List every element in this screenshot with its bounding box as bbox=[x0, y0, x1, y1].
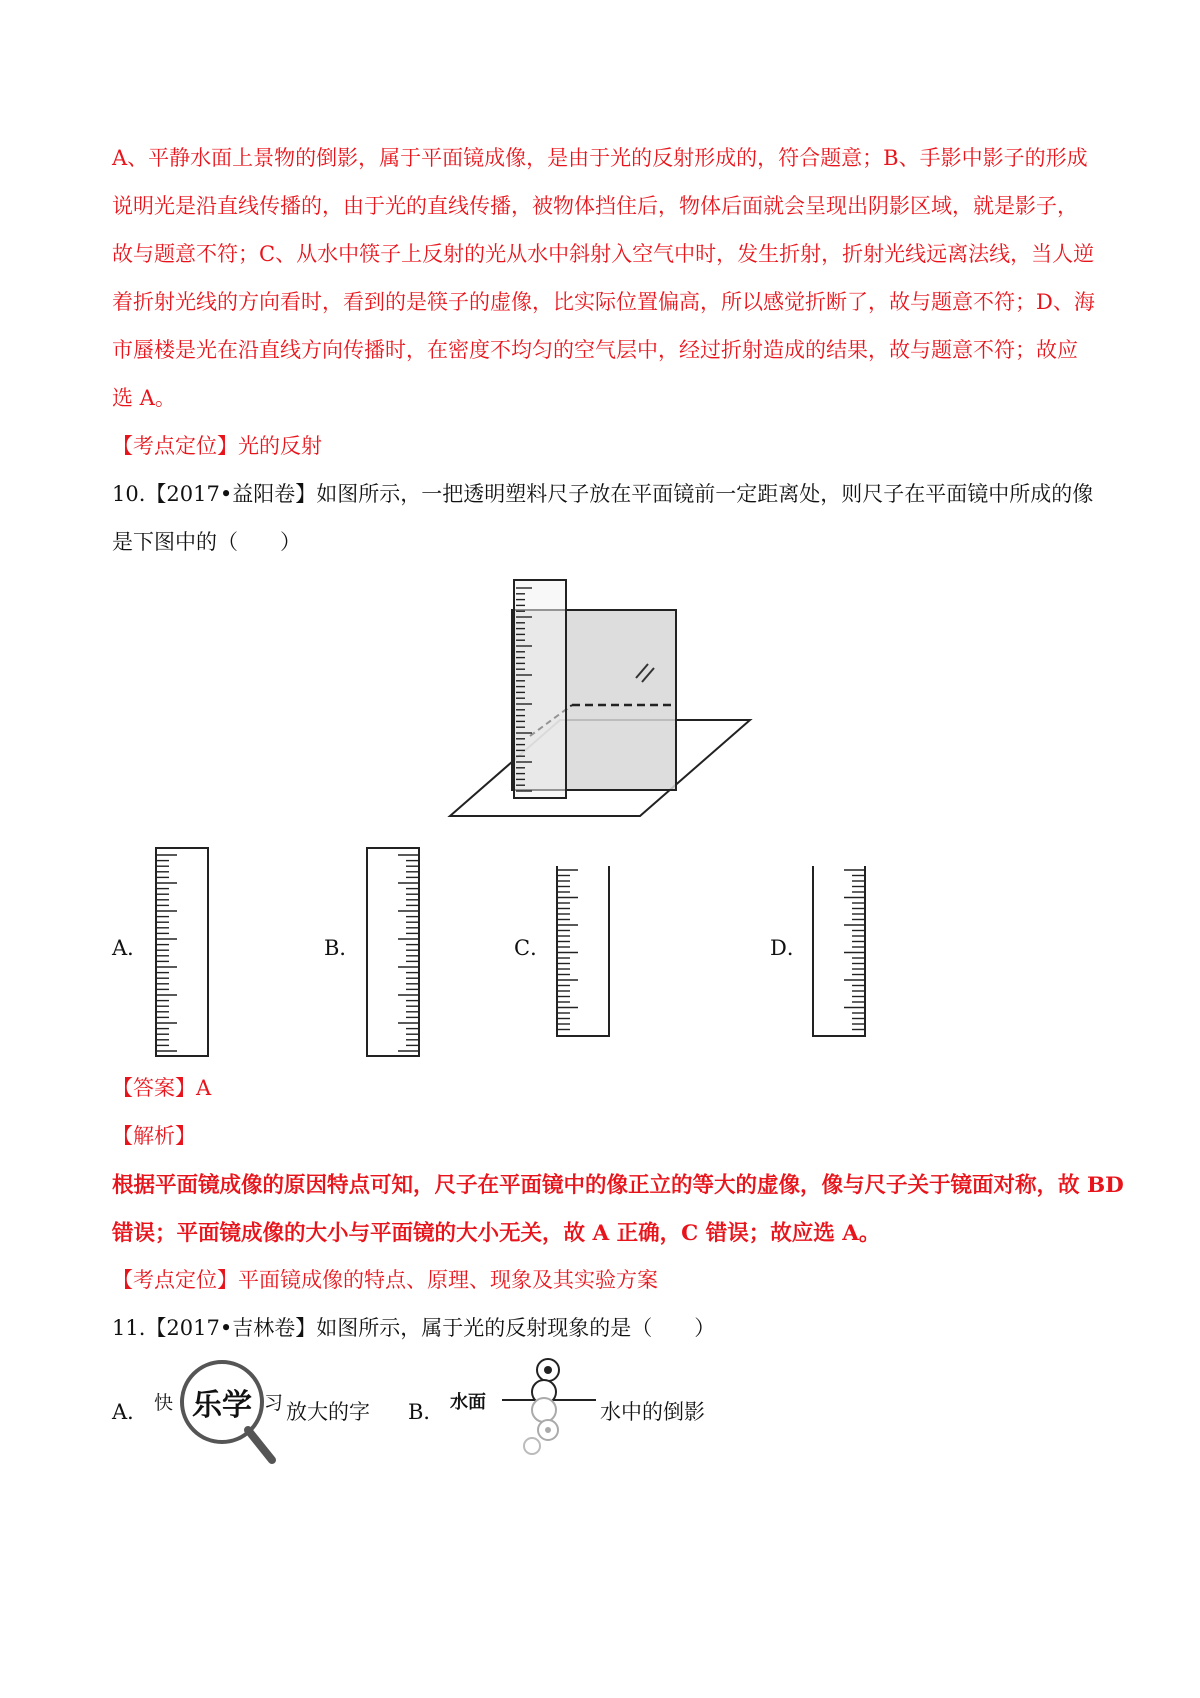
q10-option-c-label[interactable]: C． bbox=[514, 936, 552, 960]
q11-char-kuai: 快 bbox=[154, 1392, 174, 1414]
q9-analysis-line-3: 故与题意不符；C、从水中筷子上反射的光从水中斜射入空气中时，发生折射，折射光线远离法线，当人逆 bbox=[112, 242, 1095, 266]
q10-analysis-label: 【解析】 bbox=[112, 1124, 196, 1148]
q10-option-d-label[interactable]: D． bbox=[770, 936, 808, 960]
q9-point-value: 光的反射 bbox=[238, 434, 322, 458]
q10-stem-line-1: 10.【2017•益阳卷】如图所示，一把透明塑料尺子放在平面镜前一定距离处，则尺子在平面镜中所成的像 bbox=[112, 482, 1094, 506]
q10-analysis-line-2: 错误；平面镜成像的大小与平面镜的大小无关，故 A 正确，C 错误；故应选 A。 bbox=[112, 1221, 881, 1246]
q11-option-a-figure[interactable] bbox=[150, 1360, 284, 1470]
q11-option-a-caption: 放大的字 bbox=[286, 1400, 370, 1424]
q11-option-b-caption: 水中的倒影 bbox=[600, 1400, 705, 1424]
q9-analysis-line-4: 着折射光线的方向看时，看到的是筷子的虚像，比实际位置偏高，所以感觉折断了，故与题意不符；D、海 bbox=[112, 290, 1095, 314]
q10-option-b-label[interactable]: B． bbox=[324, 936, 361, 960]
q10-mirror-figure bbox=[440, 580, 760, 820]
q9-analysis-line-1: A、平静水面上景物的倒影，属于平面镜成像，是由于光的反射形成的，符合题意；B、手影中影子的形成 bbox=[112, 146, 1088, 170]
q11-char-lexue: 乐学 bbox=[192, 1388, 252, 1423]
q10-point-value: 平面镜成像的特点、原理、现象及其实验方案 bbox=[238, 1268, 658, 1292]
q9-analysis-line-2: 说明光是沿直线传播的，由于光的直线传播，被物体挡住后，物体后面就会呈现出阴影区域，就是影子， bbox=[112, 194, 1078, 218]
q10-point-row bbox=[112, 1264, 658, 1294]
q10-option-c-ruler[interactable] bbox=[556, 866, 612, 1038]
q11-water-label: 水面 bbox=[450, 1392, 486, 1413]
q11-char-xi: 习 bbox=[264, 1392, 284, 1414]
q10-answer-row bbox=[112, 1072, 211, 1102]
q9-point-label: 【考点定位】 bbox=[112, 434, 238, 458]
q10-answer-label: 【答案】 bbox=[112, 1076, 196, 1100]
bird-reflection-icon bbox=[448, 1358, 596, 1478]
q10-answer-value: A bbox=[196, 1076, 212, 1100]
q9-point-row bbox=[112, 430, 322, 460]
q11-stem: 11.【2017•吉林卷】如图所示，属于光的反射现象的是（ ） bbox=[112, 1316, 716, 1340]
q11-option-a-label[interactable]: A． bbox=[112, 1400, 149, 1424]
q9-analysis-line-5: 市蜃楼是光在沿直线方向传播时，在密度不均匀的空气层中，经过折射造成的结果，故与题意不符；故应 bbox=[112, 338, 1078, 362]
q9-analysis-line-6: 选 A。 bbox=[112, 386, 176, 410]
q10-analysis-line-1: 根据平面镜成像的原因特点可知，尺子在平面镜中的像正立的等大的虚像，像与尺子关于镜面对称，故 BD bbox=[112, 1173, 1124, 1198]
q11-option-b-figure[interactable] bbox=[448, 1358, 596, 1478]
q10-stem-line-2: 是下图中的（ ） bbox=[112, 530, 301, 554]
q10-option-d-ruler[interactable] bbox=[812, 866, 868, 1038]
q10-option-a-ruler[interactable] bbox=[155, 847, 211, 1059]
q10-option-b-ruler[interactable] bbox=[366, 847, 422, 1059]
q11-option-b-label[interactable]: B． bbox=[408, 1400, 445, 1424]
q10-point-label: 【考点定位】 bbox=[112, 1268, 238, 1292]
q10-option-a-label[interactable]: A． bbox=[112, 936, 149, 960]
